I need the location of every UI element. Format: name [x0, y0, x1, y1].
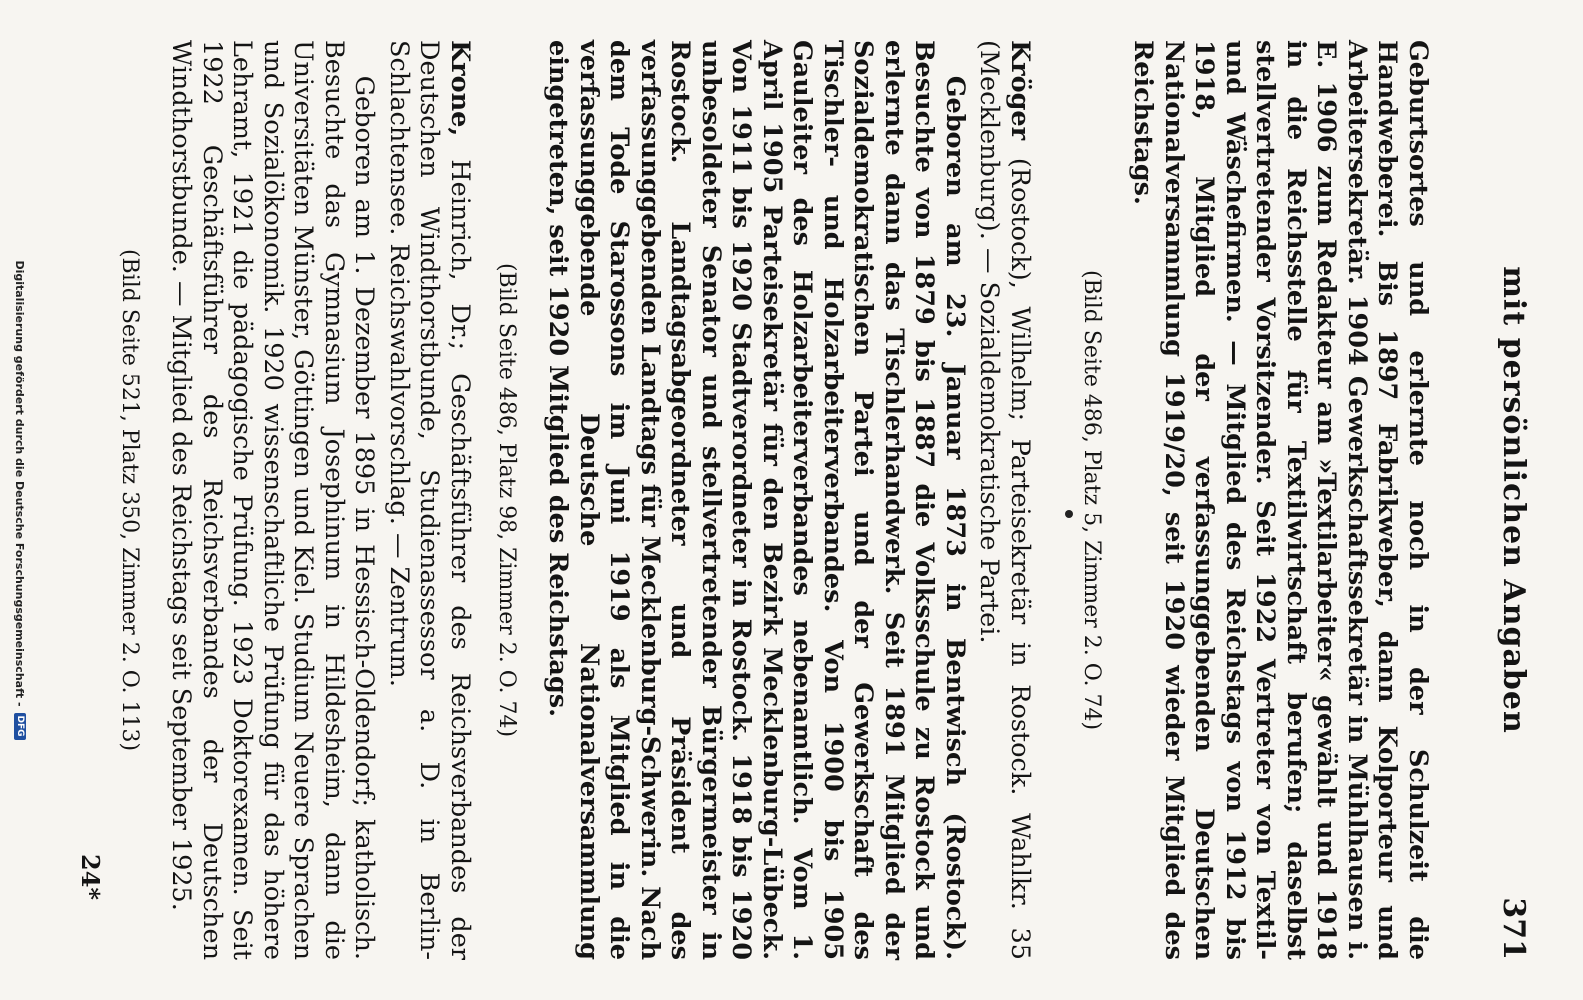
entry-continued — [1076, 40, 1434, 960]
entry-name: Kröger — [1005, 40, 1035, 141]
page-title: mit persönlichen Angaben — [1496, 266, 1531, 734]
digitization-footer — [5, 40, 35, 960]
entry-body: Geboren am 1. Dezember 1895 in Hessisch-Oldendorf; katholisch. Besuchte das Gymnasium Josephinum in Hildesheim, dann die Universitäten Münster, Göttingen und Kiel. Studium Neuere Sprachen und Sozialökonomik. 1920 wissenschaftliche Prüfung für das höhere Lehramt, 1921 die pädagogische Prüfung. 1923 Doktorexamen. Seit 1922 Geschäftsführer des Reichsverbandes der Deutschen Windthorstbunde. — Mitglied des Reichstags seit September 1925. — [166, 40, 380, 960]
entry-text: Geburtsortes und erlernte noch in der Schulzeit die Handweberei. Bis 1897 Fabrikweber, dann Kolporteur und Arbeitersekretär. 1904 Gewerkschaftssekretär in Mühlhausen i. E. 1906 zum Redakteur am »Textilarbeiter« gewählt und 1918 in die Reichsstelle für Textilwirtschaft berufen; daselbst stellvertretender Vorsitzender. Seit 1922 Vertreter von Textil- und Wäschefirmen. — Mitglied des Reichstags von 1912 bis 1918, Mitglied der verfassunggebenden Deutschen Nationalversammlung 1919/20, seit 1920 wieder Mitglied des Reichstags. — [1128, 40, 1433, 960]
footer-text: Digitalisierung gefördert durch die Deutsche Forschungsgemeinschaft - — [13, 260, 27, 707]
entry-lead — [974, 40, 1035, 960]
entry-krone — [114, 40, 476, 960]
entry-caption: (Bild Seite 486, Platz 98, Zimmer 2. O. 74) — [494, 262, 519, 738]
ink-dot — [1065, 510, 1073, 518]
entry-caption: (Bild Seite 521, Platz 350, Zimmer 2. O. 113) — [117, 248, 142, 752]
page-number: 371 — [1496, 897, 1531, 960]
entry-kroeger — [491, 40, 1036, 960]
entry-body: Geboren am 23. Januar 1873 in Bentwisch (Rostock). Besuchte von 1879 bis 1887 die Volksschule zu Rostock und erlernte dann das Tischlerhandwerk. Seit 1891 Mitglied der Sozialdemokratischen Partei und der Gewerkschaft des Tischler- und Holzarbeiterverbandes. Von 1900 bis 1905 Gauleiter des Holzarbeiterverbandes nebenamtlich. Vom 1. April 1905 Parteisekretär für den Bezirk Mecklenburg-Lübeck. Von 1911 bis 1920 Stadtverordneter in Rostock. 1918 bis 1920 unbesoldeter Senator und stellvertretender Bürgermeister in Rostock. Landtagsabgeordneter und Präsident des verfassunggebenden Landtags für Mecklenburg-Schwerin. Nach dem Tode Starossons im Juni 1919 als Mitglied in die verfassunggebende Deutsche Nationalversammlung eingetreten, seit 1920 Mitglied des Reichstags. — [543, 40, 970, 961]
entry-name: Krone, — [445, 40, 475, 137]
page-content — [0, 40, 1583, 960]
entry-lead — [384, 40, 476, 960]
dfg-logo: DFG — [14, 713, 26, 740]
signature-mark: 24* — [76, 854, 105, 900]
entry-caption: (Bild Seite 486, Platz 5, Zimmer 2. O. 74) — [1079, 269, 1104, 731]
entry-intro: Heinrich, Dr.; Geschäftsführer des Reichsverbandes der Deutschen Windthorstbunde, Studienassessor a. D. in Berlin-Schlachtensee. Reichswahlvorschlag. — Zentrum. — [384, 40, 475, 960]
entry-intro: (Rostock), Wilhelm; Parteisekretär in Rostock. Wahlkr. 35 (Mecklenburg). — Sozialdemokratische Partei. — [974, 40, 1035, 960]
page-header — [1471, 120, 1531, 960]
